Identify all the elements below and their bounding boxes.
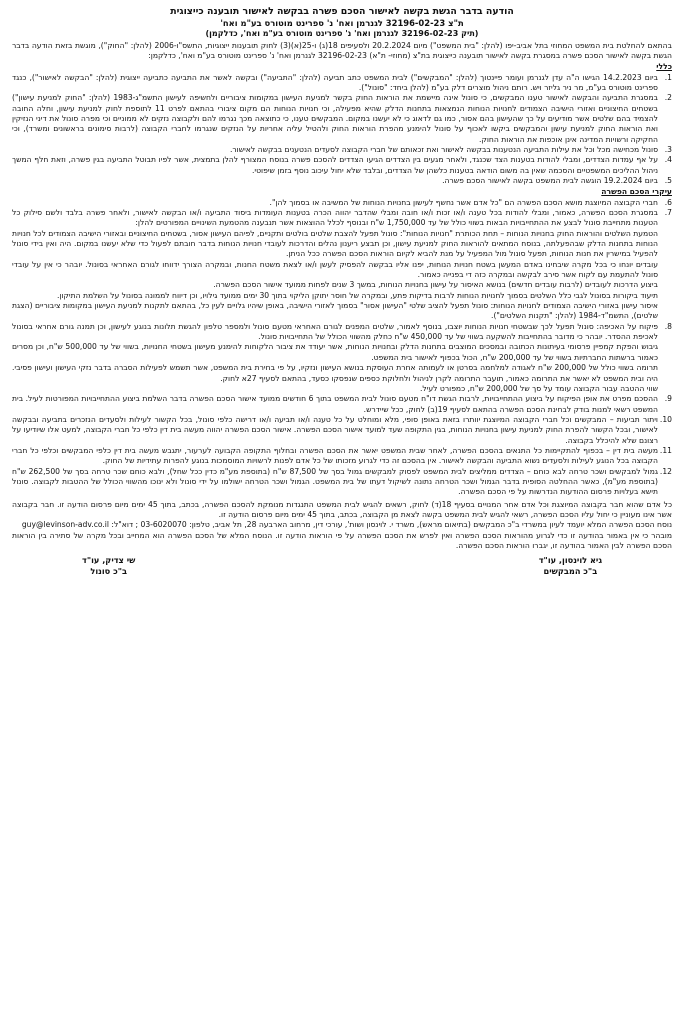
signature-block	[12, 555, 672, 576]
paragraph-text: במסגרת התביעה והבקשה לאישור טענו המבקשים, כי סונול אינה מיישמת את הוראות החוק בקשר למניעת העישון במקומות ציבוריים ולחשיפה לעישון התשמ"ג-1983 (להלן: "החוק למניעת עישון") בשטחים החיצוניים ואזורי הישיבה הצמודים לחנויות הנוחות הנמצאות בתחנות הדלק שהיא מפעילה, וכי חנויות הנוחות הם מקום ציבורי בהתאם לפרט 11 לתוספת לחוק למניעת עישון, וחלה החובה להצמיד בהם שלטים אשר מודיעים על כך שהעישון בהם אסור, כמו גם לדאוג כי לא יעשנו במקום. המבקשים טענו, כי כתוצאה מכך נגרמו להם ולקבוצה נזקים לא ממוניים וכי מפרה סונול את דיני הנזיקין ואת הוראות החוק למניעת עישון והמבקשים ביקשו לאכוף על סונול להימנע מהפרת הוראות החוק ולהטיל עליה אחריות על הנזקים שנגרמו לחברי הקבוצה (לרבות סימונים בראשונים ומשרד), וכי החקיקה ורשויות המדינה אינן אוכפות את הוראות החוק.	[12, 93, 659, 144]
sub-paragraph: שווי ההטבה עבור הקבוצה עומד על סך של 200,000 ש"ח, כמפורט לעיל.	[420, 383, 658, 393]
numbered-paragraph	[12, 145, 672, 155]
paragraph-text: חברי הקבוצה המיוצגת מושא הסכם הפשרה הם "כל אדם אשר נחשף לעישון בחנויות הנוחות של המשיבה או בסמוך להן".	[269, 197, 658, 207]
objection-paragraph: כל אדם שהוא חבר בקבוצה המיוצגת וכל אדם אחר המנויים בסעיף 18(ד) לחוק, רשאים להגיש לבית המשפט התנגדות מנומקת להסכם הפשרה, בכתב, בתוך 45 ימים מיום פרסום הודעה זו. חבר בקבוצה אשר אינו מעוניין כי יחול עליו הסכם הפשרה, רשאי להגיש לבית המשפט בקשה לצאת מן הקבוצה, בכתב, בתוך 45 ימים מיום פרסום הודעה זו.	[12, 499, 672, 519]
sub-paragraph: איסור עישון באזורי הישיבה הצמודים לחנויות הנוחות: סונול תפעל להציב שלטי "העישון אסור" בסמוך לאזורי הישיבה, באופן שיהיו גלויים לעין כל, בהתאם לתקנות למניעת העישון במקומות ציבוריים (הצגת שלטים), התשמ"ד-1984 (להלן: "תקנות השלטים").	[12, 301, 658, 321]
numbered-paragraph	[12, 93, 672, 145]
section-heading-general: כללי	[656, 62, 672, 72]
paragraph-text: ויתור תביעות – המבקשים וכל חברי הקבוצה המיוצגת יוותרו בזאת באופן סופי, מלא ומוחלט על כל טענה ו/או תביעה ו/או דרישה כלפי סונול, בכל הקשור לעילות ולסעדים הנזכרים בתביעה ובבקשה לאישור, ובכל הקשור להפרת החוק למניעת עישון בחנויות הנוחות, בגין התקופה שעד למועד אישור הסכם הפשרה. אישור הסכם הפשרה יהווה מעשה בית דין כלפי כל חברי הקבוצה, למעט אלו שיודיעו על רצונם שלא להיכלל בקבוצה.	[12, 414, 658, 445]
numbered-paragraph	[12, 155, 672, 176]
numbered-paragraph	[12, 208, 672, 322]
paragraph-text: פיקוח על האכיפה: סונול תפעל לכך שבשטחי חנויות הנוחות יוצבו, בנוסף לאמור, שלטים המפנים לגורם האחראי מטעם סונול ולמספר טלפון להגשת תלונות בנוגע לעישון, וכן תמנה גורם אחראי בסונול לאכיפת ההסדר. יובהר כי מדובר בהתחייבות להשקעה בשווי של עד 450,000 ש"ח כחלק מהשווי הכולל של התחייבויות סונול.	[12, 321, 658, 342]
numbered-paragraph	[12, 322, 672, 394]
signer-name: שי צדיק, עו"ד	[82, 555, 136, 566]
paragraph-text: ההסכם מפרט את אופן הפיקוח על ביצוע ההתחייבויות, לרבות הגשת דו"ח מטעם סונול לבית המשפט בתוך 6 חודשים ממועד אישור הסכם הפשרה בדבר השלמת ביצוע ההתחייבויות המפורטות לעיל. בית המשפט רשאי למנות בודק לבחינת הסכם הפשרה בהתאם לסעיף 19(ב) לחוק, ככל שיידרש.	[12, 394, 658, 414]
signature-left	[82, 555, 135, 576]
paragraph-number: 3.	[664, 144, 672, 154]
case-number: ת"צ 32196-02-23 לגנרמן ואח' נ' ספרינט מוטורס בע"מ ואח'	[220, 18, 464, 28]
case-subtitle: (תיק 32196-02-23 לגנרמן ואח' נ' ספרינט מוטורס בע"מ ואח', כדלקמן)	[205, 29, 479, 38]
paragraph-text: סונול מכחישה מכל וכל את עילות התביעה הנטענות בבקשה לאישור ואת זכאותם של חברי הקבוצה לסעדים הנטענים בבקשה לאישור.	[229, 144, 658, 154]
disclaimer-paragraph: מובהר כי אין באמור בהודעה זו כדי לגרוע מהוראות הסכם הפשרה ואין לפרש את הסכם הפשרה על פי הוראות הודעה זו. הנוסח המלא של הסכם הפשרה הוא המחייב ובכל מקרה של סתירה בין הוראות הסכם הפשרה לבין האמור בהודעה זו, יגברו הוראות הסכם הפשרה.	[12, 530, 672, 550]
paragraph-text: ביום 14.2.2023 הגישו ה"ה עדן לגנרמן ועומר פיינטוך (להלן: "המבקשים") לבית המשפט כתב תביעה (להלן: "התביעה") ובקשה לאשר את התביעה כתביעה ייצוגית (להלן: "הבקשה לאישור"), כנגד ספרינט מוטורס בע"מ, מר ניר גליזר ויש. רותם ניהול מוצרים דלק בע"מ (להלן ביחד: "סונול").	[12, 72, 658, 92]
paragraph-number: 6.	[664, 197, 672, 207]
paragraph-text: מעשה בית דין – בכפוף להתקיימות כל התנאים בהסכם הפשרה, לאחר שבית המשפט יאשר את הסכם הפשרה ובחלוף התקופה הקבועה לערעור, יתגבש מעשה בית דין כלפי המבקשים וכלפי כל חברי הקבוצה בכל הנוגע לעילות ולסעדים נשוא התביעה והבקשה לאישור. אין בהסכם זה כדי לגרוע מזכותו של כל אדם לפנות לרשויות המוסמכות בנוגע להפרות עתידיות של החוק.	[12, 445, 658, 466]
paragraph-number: 4.	[664, 155, 672, 165]
paragraph-number: 11.	[659, 445, 672, 455]
sub-paragraph: תיעוד ביקורות בסונול לגבי כלל השלטים בסמוך לחנויות הנוחות לרבות בדיקות פתע, ובמקרה של חוסר יתוקן הליקוי בתוך 30 ימים ממועד גילויו, וכן דיווח לממונה בסונול על השלמת התיקון.	[56, 290, 658, 300]
signer-name: גיא לוינסון, עו"ד	[538, 555, 602, 566]
paragraph-number: 1.	[664, 72, 672, 82]
paragraph-text: ביום 19.2.2024 הוגשה לבית המשפט בקשה לאישור הסכם פשרה.	[442, 175, 658, 185]
paragraph-number: 12.	[659, 466, 672, 476]
intro-paragraph: בהתאם להחלטת בית המשפט המחוזי בתל אביב-יפו (להלן: "בית המשפט") מיום 20.2.2024 ולסעיפים 18(ג) ו-25(א)(3) לחוק תובענות ייצוגיות, התשס"ו-2006 (להלן: "החוק"), מוגשת בזאת הודעה בדבר הגשת בקשה לאישור הסכם פשרה במסגרת בקשה לאישור תובענה כייצוגית בת"צ (מחוזי- ת"א) 32196-02-23 לגנרמן ואח' נ' ספרינט מוטורס בע"מ ואח', כדלקמן:	[12, 40, 673, 60]
sub-paragraph: גיבוש והפקת קמפיין פרסומי בעיתונות הכתובה ובמסכים המוצבים בתחנות הדלק ובחנויות הנוחות, אשר יעודד את ציבור הלקוחות להימנע מעישון בשטחי החנויות, בשווי של עד 500,000 ש"ח, וכן מסרים כאמור ברשתות החברתיות בשווי של עד 200,000 ש"ח, הכול בכפוף לאישור בית המשפט.	[12, 342, 658, 362]
notice-title: הודעה בדבר הגשת בקשה לאישור הסכם פשרה בבקשה לאישור תובענה כייצוגית	[170, 6, 514, 17]
numbered-paragraph	[12, 394, 672, 415]
sub-paragraph: הטמעת השלטים והוראות החוק בחנויות הנוחות – תחת הכותרת "חנויות הנוחות": סונול תפעל להצבת שלטים בולטים ותקניים, לפיהם העישון אסור, בשטחים החיצוניים ובאזורי הישיבה הצמודים לכל חנויות הנוחות בתחנות הדלק שבהפעלתה, בנוסח המתאים להוראות החוק למניעת עישון, וכן תבצע ריענון נהלים והדרכות לעובדי חנויות הנוחות בדבר חובתם לפעול כדי שלא יעשנו במקום. היה ואין בידי סונול להפעיל במישרין את חנות הנוחות, תפעל סונול מול המפעיל על מנת להביא לקיום הוראות הסכם הפשרה ככל הניתן.	[12, 228, 658, 259]
signer-role: ב"כ סונול	[90, 565, 127, 576]
signer-role: ב"כ המבקשים	[543, 565, 598, 576]
sub-paragraph: ביצוע הדרכות לעובדים (לרבות עובדים חדשים) בנושא האיסור על עישון בחנויות הנוחות, במשך 3 שנים לפחות ממועד אישור הסכם הפשרה.	[213, 280, 658, 290]
numbered-paragraph	[12, 415, 672, 446]
numbered-paragraph	[12, 467, 672, 498]
numbered-paragraph	[12, 198, 672, 208]
paragraph-number: 10.	[659, 414, 672, 424]
sub-paragraph: עובדים יונחו כי בכל מקרה שיבחינו באדם המעשן בשטח חנויות הנוחות, יפנו אליו בבקשה להפסיק לעשן ו/או לצאת משטח החנות, ובמקרה הצורך ידווחו לגורם האחראי בסונול. יובהר כי אין על עובדי סונול להתעמת עם לקוח אשר סירב לבקשה ובמקרה כזה די בפנייה כאמור.	[12, 259, 658, 280]
numbered-paragraph	[12, 73, 672, 94]
paragraph-text: במסגרת הסכם הפשרה, כאמור, ומבלי להודות בכל טענה ו/או זכות ו/או חובה ומבלי שהדבר יהווה הכרה בטענות העומדות ביסוד התביעה ו/או הבקשה לאישור, ולאחר פשרה בלבד ולשם סילוק כל הטענות מתחייבת סונול לבצע את ההתחייבויות הבאות בשווי כולל של עד 1,750,000 ש"ח ובנוסף לכלל ההוצאות אשר תנבענה מהטמעת השינויים המפורטים להלן:	[12, 208, 658, 228]
paragraph-text: על אף עמדות הצדדים, ומבלי להודות בטענות הצד שכנגד, ולאחר מגעים בין הצדדים הגיעו הצדדים להסכם פשרה בנוסח המצורף להלן בתמצית, אשר לפיו תבוטל התביעה בגין פשרה, וזאת חלף המשך ניהול ההליכים המשפטיים והסכמה שאין בה משום הודאה בטענות כלשהן של הצדדים, ובלבד שלא יחול עיכוב נוסף בזמן שיפוטי.	[12, 155, 658, 175]
paragraph-number: 5.	[664, 175, 672, 185]
contact-paragraph: נוסח הסכם הפשרה המלא יועמד לעיון במשרדי ב"כ המבקשים (בתיאום מראש), משרד י. לוינסון ושות', עורכי דין, מרחוב הארבעה 28, תל אביב, טלפון: 03-6020070 ; דוא"ל: guy@levinson-adv.co.il	[21, 520, 672, 530]
paragraph-number: 2.	[664, 93, 672, 103]
paragraph-number: 7.	[664, 208, 672, 217]
sub-paragraph: תרומה בשווי כולל של 200,000 ש"ח לאגודה למלחמה בסרטן או לעמותה אחרת העוסקת בנושא העישון ונזקיו, על פי בחירת בית המשפט, אשר תשמש לפעילות הסברה בדבר נזקי העישון ועישון פסיבי. היה ובית המשפט לא יאשר את התרומה כאמור, תועבר התרומה לקרן לניהול ולחלוקת כספים שנפסקו כסעד, בהתאם לסעיף 27א לחוק.	[12, 363, 659, 383]
paragraph-number: 8.	[664, 321, 672, 331]
paragraph-text: גמול למבקשים ושכר טרחה לבא כוחם – הצדדים ממליצים לבית המשפט לפסוק למבקשים גמול בסך של 87,500 ש"ח (בתוספת מע"מ כדין ככל שחל), ולבא כוחם שכר טרחה בסך של 262,500 ש"ח (בתוספת מע"מ), כאשר ההחלטה הסופית בדבר הגמול ושכר הטרחה נתונה לשיקול דעתו של בית המשפט. הגמול ושכר הטרחה ישולמו על ידי סונול ולא ינוכו מהשווי הכולל של ההטבות לקבוצה. סונול תישא בעלויות פרסום ההודעות הנדרשות על פי הסכם הפשרה.	[12, 466, 658, 497]
numbered-paragraph	[12, 446, 672, 467]
section-heading-main-points: עיקרי הסכם הפשרה	[601, 187, 672, 197]
numbered-paragraph	[12, 176, 672, 186]
paragraph-number: 9.	[664, 394, 672, 404]
signature-right	[539, 555, 602, 576]
